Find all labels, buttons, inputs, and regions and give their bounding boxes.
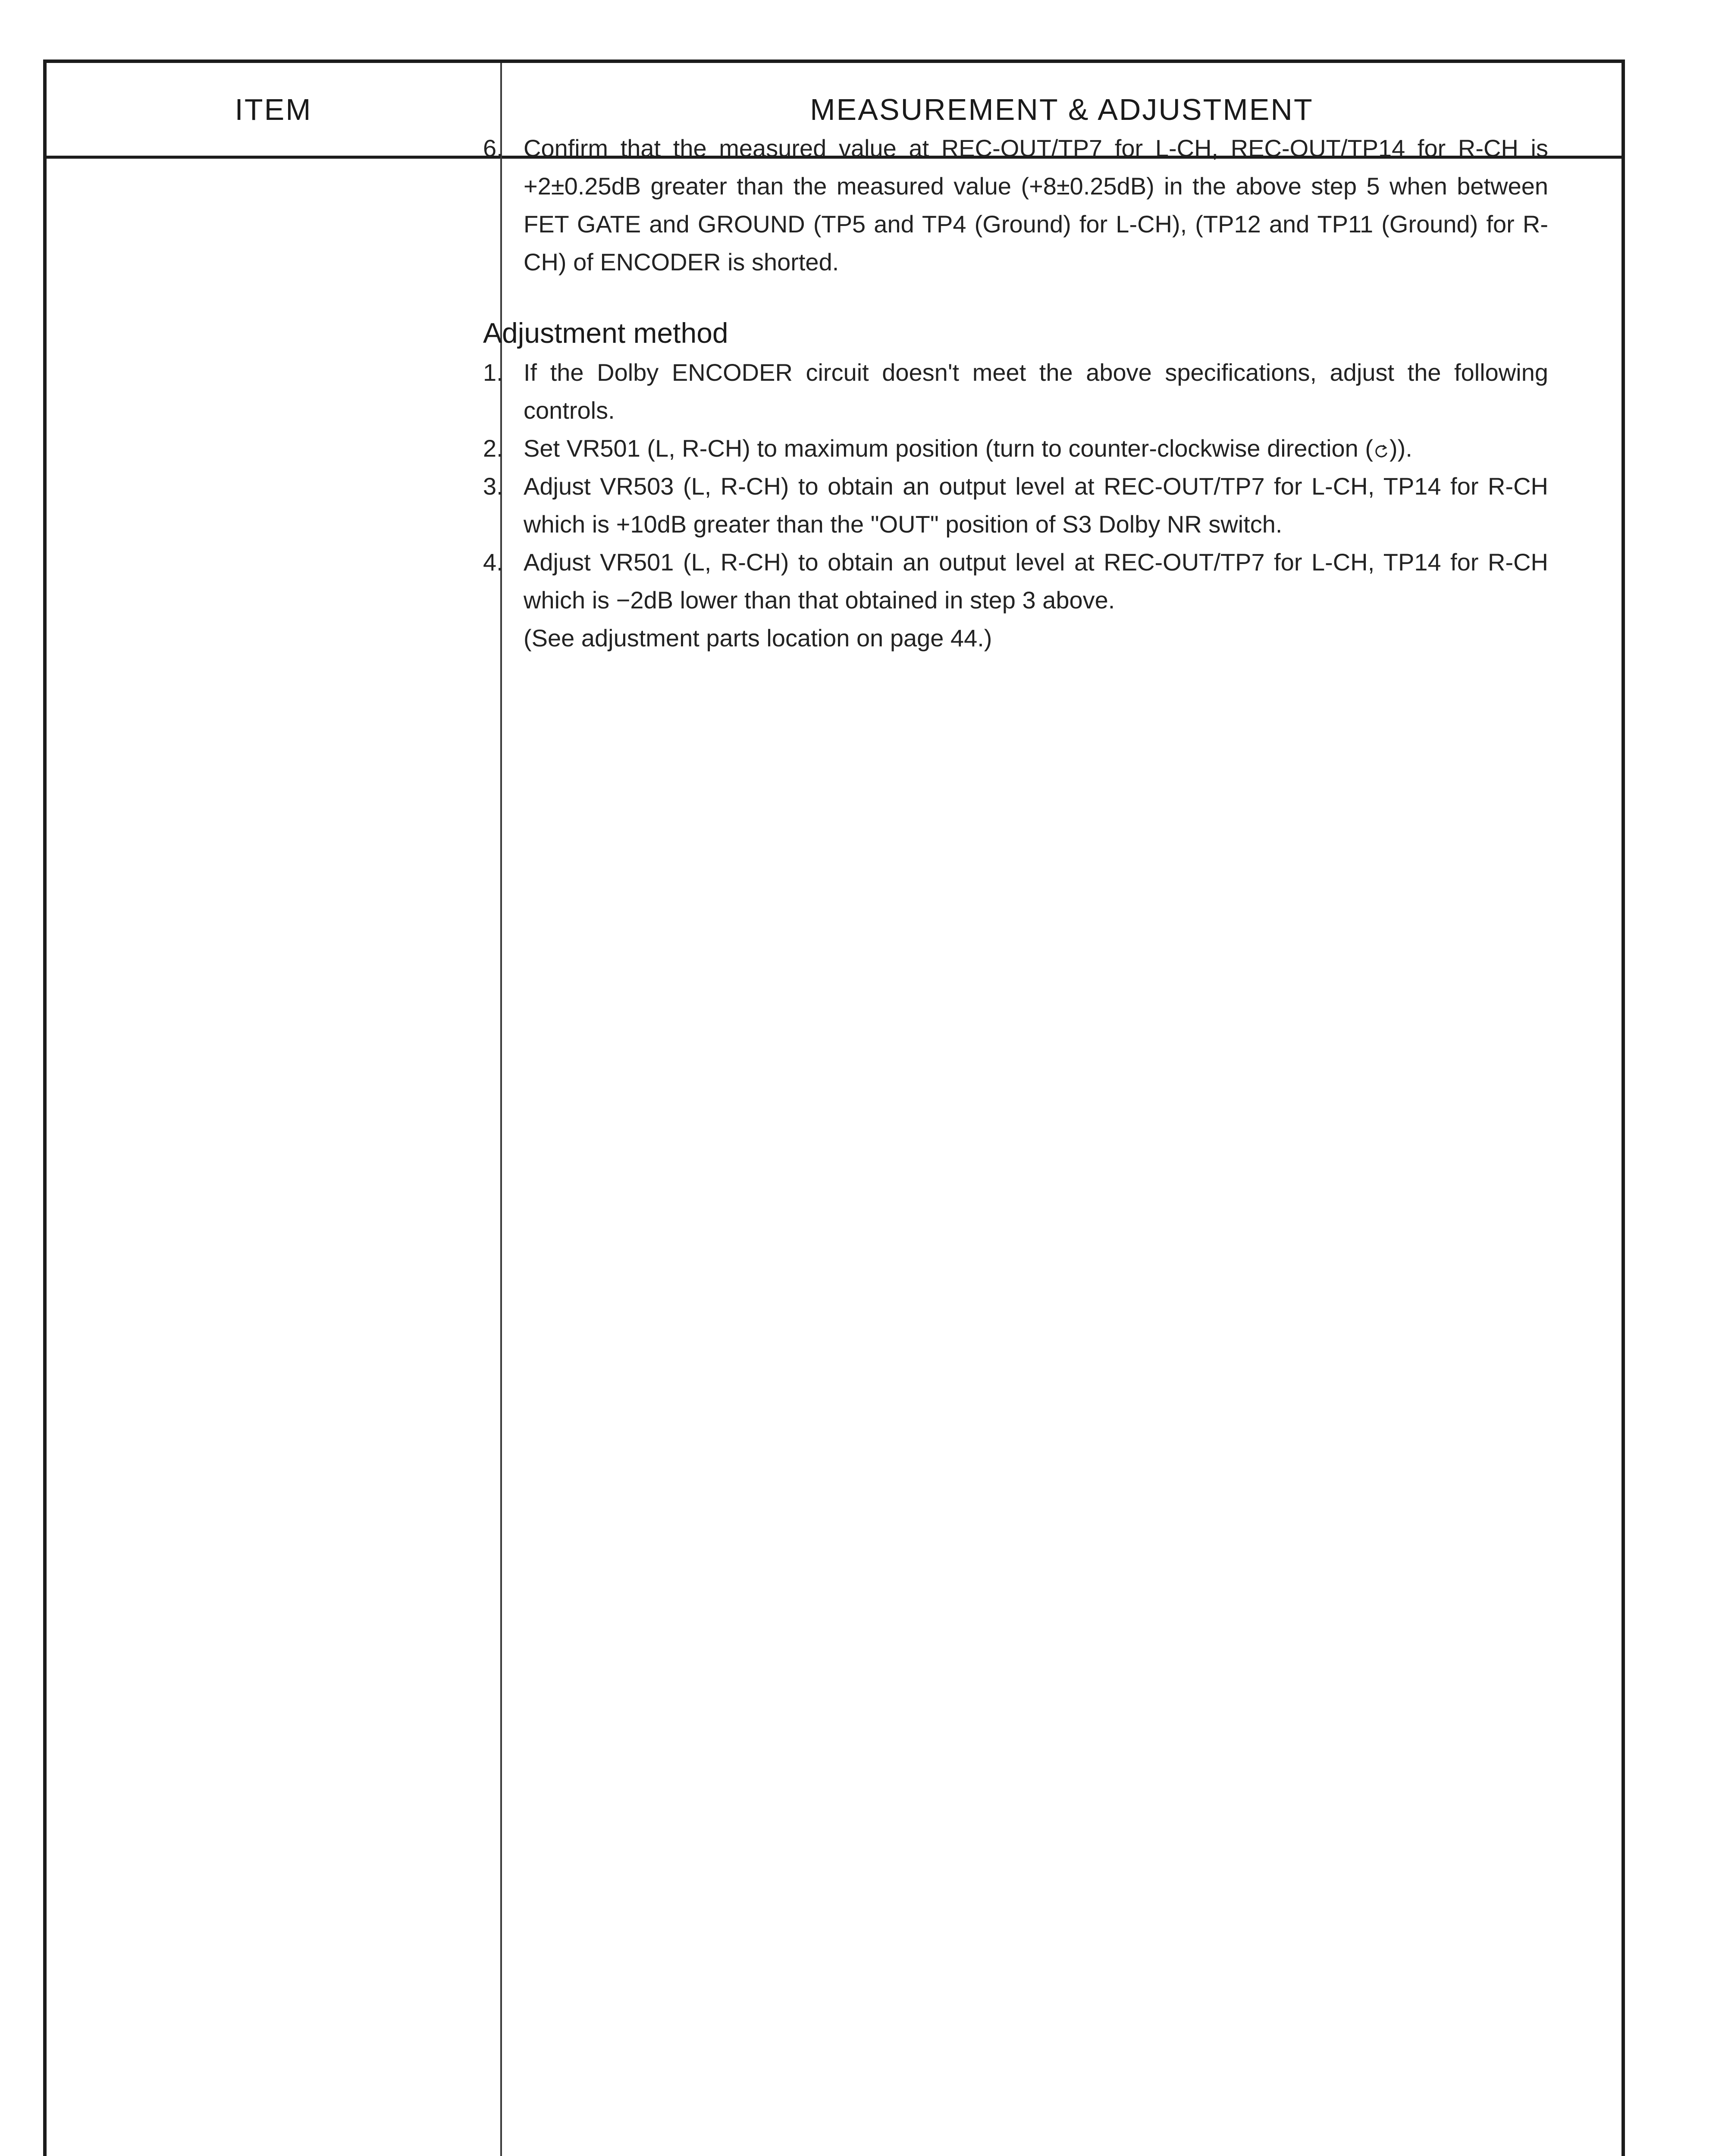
step-number: 3. <box>483 473 503 500</box>
step-text-after: )). <box>1389 435 1412 462</box>
adjustment-step-2 <box>483 429 1548 467</box>
step-6 <box>483 129 1548 281</box>
step-number: 1. <box>483 359 503 386</box>
step-number: 2. <box>483 435 503 462</box>
step-text: If the Dolby ENCODER circuit doesn't meet the above specifications, adjust the following controls. <box>524 359 1548 424</box>
step-text: Adjust VR501 (L, R-CH) to obtain an output level at REC-OUT/TP7 for L-CH, TP14 for R-CH which is −2dB lower than that obtained in step 3 above. <box>524 548 1548 614</box>
counter-clockwise-arrow-icon <box>1373 443 1389 459</box>
step-text: Confirm that the measured value at REC-OUT/TP7 for L-CH, REC-OUT/TP14 for R-CH is +2±0.25dB greater than the measured value (+8±0.25dB) in the above step 5 when between FET GATE and GROUND (TP5 and TP4 (Ground) for L-CH), (TP12 and TP11 (Ground) for R-CH) of ENCODER is shorted. <box>524 135 1548 276</box>
adjustment-step-3 <box>483 467 1548 543</box>
adjustment-step-1 <box>483 354 1548 429</box>
step-text-before: Set VR501 (L, R-CH) to maximum position (turn to counter-clockwise direction ( <box>524 435 1374 462</box>
column-header-measurement: MEASUREMENT & ADJUSTMENT <box>810 92 1314 126</box>
column-header-item: ITEM <box>235 92 312 126</box>
parts-location-note: (See adjustment parts location on page 44.) <box>524 624 992 652</box>
adjustment-method-heading: Adjustment method <box>483 317 728 349</box>
step-number: 4. <box>483 548 503 576</box>
step-text: Adjust VR503 (L, R-CH) to obtain an output level at REC-OUT/TP7 for L-CH, TP14 for R-CH which is +10dB greater than the "OUT" position of S3 Dolby NR switch. <box>524 473 1548 538</box>
step-number: 6. <box>483 135 503 162</box>
measurement-content <box>483 129 1548 657</box>
adjustment-step-4 <box>483 543 1548 619</box>
